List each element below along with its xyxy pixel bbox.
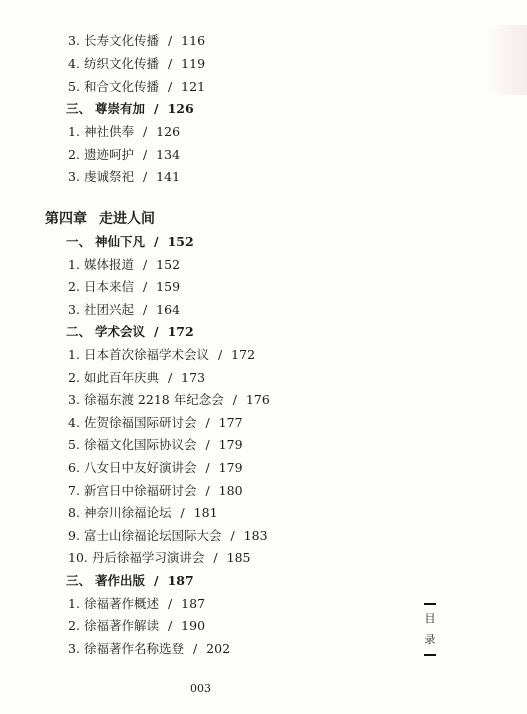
entry-title: 徐福著作概述 — [83, 595, 159, 611]
entry-separator: / — [205, 482, 210, 498]
entry-number: 2. — [68, 369, 80, 385]
entry-page: 180 — [218, 482, 243, 498]
entry-number: 4. — [68, 414, 80, 430]
entry-separator: / — [142, 147, 148, 162]
entry-title: 徐福东渡 2218 年纪念会 — [83, 392, 224, 408]
toc-section-entry — [66, 101, 194, 117]
entry-number: 3. — [68, 392, 80, 408]
entry-title: 学术会议 — [95, 324, 146, 340]
entry-title: 如此百年庆典 — [83, 369, 159, 385]
entry-separator: / — [142, 279, 148, 295]
toc-entry — [68, 79, 205, 95]
entry-number: 三、 — [66, 101, 92, 116]
entry-title: 长寿文化传播 — [83, 33, 159, 48]
toc-entry — [68, 169, 180, 185]
entry-separator: / — [213, 550, 218, 566]
entry-number: 9. — [68, 527, 80, 543]
entry-page: 116 — [181, 33, 206, 48]
section-tab — [424, 603, 436, 656]
entry-separator: / — [232, 392, 237, 408]
tab-bar-top — [424, 603, 436, 605]
entry-page: 183 — [243, 527, 268, 543]
entry-page: 152 — [156, 256, 181, 272]
entry-title: 徐福文化国际协议会 — [83, 437, 197, 453]
entry-number: 7. — [68, 482, 80, 498]
entry-title: 徐福著作解读 — [83, 618, 159, 634]
entry-number: 二、 — [66, 324, 92, 340]
entry-page: 164 — [156, 301, 181, 317]
tab-bar-bottom — [424, 654, 436, 656]
tab-char-1: 目 — [424, 612, 436, 625]
toc-entry — [68, 596, 205, 612]
entry-page: 172 — [231, 347, 256, 362]
tab-char-2: 录 — [424, 633, 436, 646]
entry-title: 神社供奉 — [83, 124, 134, 139]
entry-title: 纺织文化传播 — [83, 56, 159, 71]
entry-number: 1. — [68, 595, 80, 611]
entry-page: 172 — [167, 324, 194, 340]
entry-title: 富士山徐福论坛国际大会 — [83, 527, 222, 543]
entry-separator: / — [205, 460, 210, 475]
entry-number: 三、 — [66, 573, 92, 588]
toc-entry — [68, 33, 205, 49]
entry-number: 一、 — [66, 234, 92, 249]
entry-separator: / — [154, 101, 159, 116]
entry-page: 190 — [181, 618, 206, 634]
toc-entry — [68, 392, 270, 408]
entry-title: 丹后徐福学习演讲会 — [91, 550, 205, 566]
entry-number: 5. — [68, 437, 80, 453]
toc-entry — [68, 550, 250, 566]
entry-page: 202 — [206, 640, 231, 656]
toc-entry — [68, 505, 218, 521]
toc-entry — [68, 641, 230, 657]
chapter-title: 走进人间 — [99, 211, 155, 227]
entry-separator: / — [154, 324, 159, 340]
entry-title: 新宫日中徐福研讨会 — [83, 482, 197, 498]
entry-page: 179 — [218, 460, 243, 475]
entry-number: 1. — [68, 124, 80, 139]
toc-entry — [68, 302, 180, 318]
entry-separator: / — [167, 595, 173, 611]
toc-entry — [68, 279, 180, 295]
entry-page: 134 — [156, 147, 181, 162]
entry-page: 187 — [167, 573, 194, 588]
toc-entry — [68, 483, 243, 499]
page-number: 003 — [190, 682, 211, 695]
entry-separator: / — [167, 618, 173, 634]
entry-separator: / — [205, 437, 210, 453]
entry-page: 126 — [156, 124, 181, 139]
entry-number: 3. — [68, 33, 80, 48]
entry-separator: / — [154, 234, 159, 249]
toc-entry — [68, 460, 243, 476]
entry-separator: / — [142, 301, 148, 317]
toc-entry — [68, 618, 205, 634]
entry-page: 181 — [193, 505, 218, 521]
entry-page: 126 — [167, 101, 194, 116]
entry-page: 173 — [181, 369, 206, 385]
entry-separator: / — [230, 527, 235, 543]
entry-separator: / — [167, 56, 173, 71]
entry-separator: / — [167, 369, 173, 385]
entry-separator: / — [167, 79, 173, 94]
toc-entry — [68, 370, 205, 386]
entry-number: 1. — [68, 347, 80, 362]
entry-separator: / — [192, 640, 198, 656]
toc-entry — [68, 528, 268, 544]
entry-number: 5. — [68, 79, 80, 94]
entry-number: 3. — [68, 301, 80, 317]
entry-page: 159 — [156, 279, 181, 295]
entry-title: 媒体报道 — [83, 256, 134, 272]
entry-number: 2. — [68, 618, 80, 634]
toc-section-entry — [66, 324, 194, 340]
entry-page: 185 — [226, 550, 251, 566]
entry-separator: / — [180, 505, 185, 521]
chapter-heading — [45, 208, 155, 228]
entry-title: 神仙下凡 — [95, 234, 146, 249]
entry-title: 社团兴起 — [83, 301, 134, 317]
entry-separator: / — [154, 573, 159, 588]
entry-title: 虔诚祭祀 — [83, 169, 134, 184]
toc-section-entry — [66, 573, 194, 589]
chapter-label: 第四章 — [45, 211, 87, 227]
entry-number: 10. — [68, 550, 88, 566]
entry-title: 八女日中友好演讲会 — [83, 460, 197, 475]
entry-number: 3. — [68, 640, 80, 656]
entry-title: 遗迹呵护 — [83, 147, 134, 162]
entry-number: 4. — [68, 56, 80, 71]
entry-number: 3. — [68, 169, 80, 184]
entry-number: 6. — [68, 460, 80, 475]
entry-separator: / — [205, 414, 210, 430]
entry-page: 177 — [218, 414, 243, 430]
toc-entry — [68, 147, 180, 163]
entry-page: 121 — [181, 79, 206, 94]
entry-title: 徐福著作名称选登 — [83, 640, 184, 656]
page-edge-shadow — [487, 25, 527, 95]
toc-entry — [68, 257, 180, 273]
entry-number: 8. — [68, 505, 80, 521]
toc-section-entry — [66, 234, 194, 250]
entry-title: 神奈川徐福论坛 — [83, 505, 172, 521]
entry-page: 179 — [218, 437, 243, 453]
toc-entry — [68, 437, 243, 453]
entry-page: 187 — [181, 595, 206, 611]
entry-title: 尊崇有加 — [95, 101, 146, 116]
toc-entry — [68, 347, 255, 363]
entry-title: 佐贺徐福国际研讨会 — [83, 414, 197, 430]
entry-separator: / — [217, 347, 223, 362]
entry-page: 176 — [245, 392, 270, 408]
entry-number: 1. — [68, 256, 80, 272]
entry-separator: / — [142, 169, 148, 184]
entry-title: 和合文化传播 — [83, 79, 159, 94]
toc-entry — [68, 415, 243, 431]
entry-title: 日本首次徐福学术会议 — [83, 347, 209, 362]
toc-entry — [68, 124, 180, 140]
entry-separator: / — [167, 33, 173, 48]
entry-number: 2. — [68, 147, 80, 162]
entry-page: 119 — [181, 56, 206, 71]
entry-title: 著作出版 — [95, 573, 146, 588]
entry-separator: / — [142, 256, 148, 272]
entry-page: 141 — [156, 169, 181, 184]
entry-number: 2. — [68, 279, 80, 295]
toc-entry — [68, 56, 205, 72]
entry-page: 152 — [167, 234, 194, 249]
entry-separator: / — [142, 124, 148, 139]
entry-title: 日本来信 — [83, 279, 134, 295]
